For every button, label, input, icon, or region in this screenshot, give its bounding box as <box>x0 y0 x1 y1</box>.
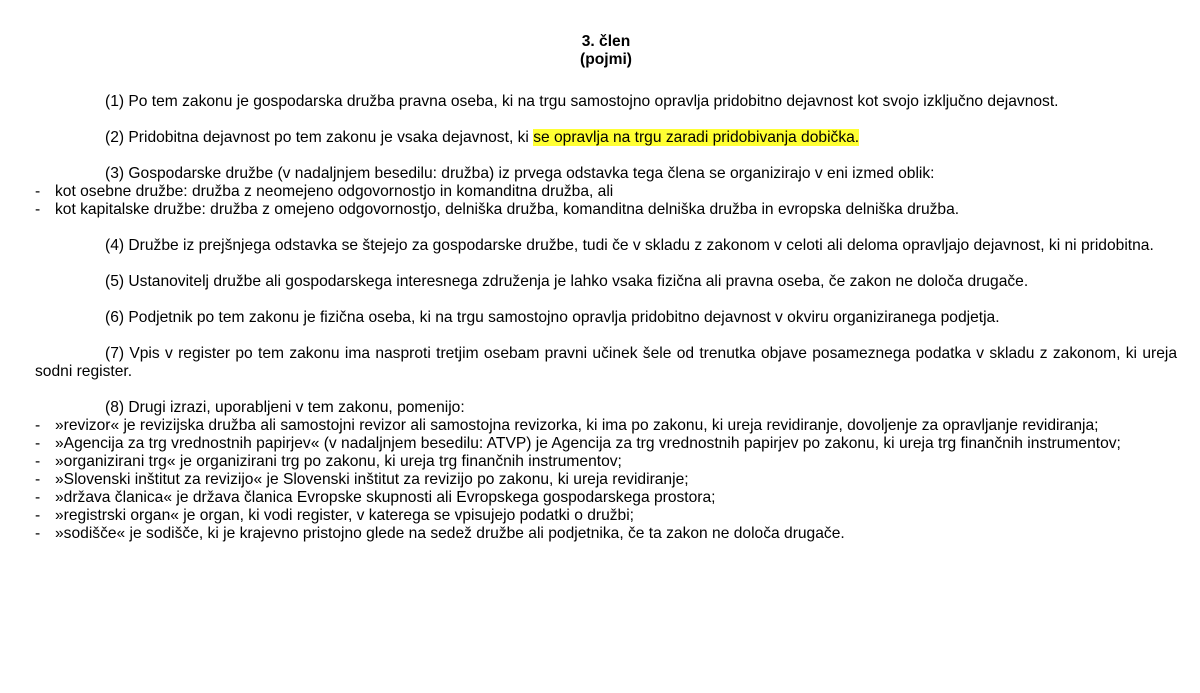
paragraph-7: (7) Vpis v register po tem zakonu ima nasproti tretjim osebam pravni učinek šele od trenutka objave posameznega podatka v skladu z zakonom, ki ureja sodni register. <box>35 345 1177 380</box>
dash-bullet: - <box>35 525 41 542</box>
highlighted-text: se opravlja na trgu zaradi pridobivanja dobička. <box>533 129 860 146</box>
paragraph-8-list <box>35 417 1177 543</box>
list-item <box>35 417 1177 435</box>
paragraph-1: (1) Po tem zakonu je gospodarska družba pravna oseba, ki na trgu samostojno opravlja pridobitno dejavnost kot svojo izključno dejavnost. <box>105 93 1059 110</box>
paragraph-6: (6) Podjetnik po tem zakonu je fizična oseba, ki na trgu samostojno opravlja pridobitno dejavnost v okviru organiziranega podjetja. <box>105 309 1000 326</box>
list-item <box>35 183 1177 201</box>
list-item <box>35 471 1177 489</box>
paragraph-4: (4) Družbe iz prejšnjega odstavka se štejejo za gospodarske družbe, tudi če v skladu z zakonom v celoti ali deloma opravljajo dejavnost, ki ni pridobitna. <box>105 237 1154 254</box>
article-title-block <box>35 33 1177 69</box>
paragraph-3-intro: (3) Gospodarske družbe (v nadaljnjem besedilu: družba) iz prvega odstavka tega člena se organizirajo v eni izmed oblik: <box>105 165 935 182</box>
paragraph-3-list <box>35 183 1177 219</box>
article-heading: (pojmi) <box>580 51 632 68</box>
list-item-text: kot osebne družbe: družba z neomejeno odgovornostjo in komanditna družba, ali <box>55 183 614 200</box>
dash-bullet: - <box>35 489 41 506</box>
dash-bullet: - <box>35 417 41 434</box>
list-item-text: »Agencija za trg vrednostnih papirjev« (v nadaljnjem besedilu: ATVP) je Agencija za trg vrednostnih papirjev po zakonu, ki ureja trg finančnih instrumentov; <box>55 435 1121 452</box>
list-item-text: »država članica« je država članica Evropske skupnosti ali Evropskega gospodarskega prostora; <box>55 489 716 506</box>
list-item-text: kot kapitalske družbe: družba z omejeno odgovornostjo, delniška družba, komanditna delniška družba in evropska delniška družba. <box>55 201 960 218</box>
dash-bullet: - <box>35 183 41 200</box>
list-item-text: »registrski organ« je organ, ki vodi register, v katerega se vpisujejo podatki o družbi; <box>55 507 635 524</box>
list-item <box>35 453 1177 471</box>
list-item-text: »Slovenski inštitut za revizijo« je Slovenski inštitut za revizijo po zakonu, ki ureja revidiranje; <box>55 471 689 488</box>
dash-bullet: - <box>35 471 41 488</box>
paragraph-8-intro: (8) Drugi izrazi, uporabljeni v tem zakonu, pomenijo: <box>105 399 465 416</box>
paragraph-5: (5) Ustanovitelj družbe ali gospodarskega interesnega združenja je lahko vsaka fizična ali pravna oseba, če zakon ne določa drugače. <box>105 273 1029 290</box>
list-item-text: »sodišče« je sodišče, ki je krajevno pristojno glede na sedež družbe ali podjetnika, če ta zakon ne določa drugače. <box>55 525 845 542</box>
list-item-text: »organizirani trg« je organizirani trg po zakonu, ki ureja trg finančnih instrumentov; <box>55 453 622 470</box>
list-item <box>35 507 1177 525</box>
dash-bullet: - <box>35 453 41 470</box>
dash-bullet: - <box>35 435 41 452</box>
dash-bullet: - <box>35 507 41 524</box>
list-item <box>35 201 1177 219</box>
paragraph-2 <box>35 129 1177 147</box>
list-item-text: »revizor« je revizijska družba ali samostojni revizor ali samostojna revizorka, ki ima po zakonu, ki ureja revidiranje, dovoljenje za opravljanje revidiranja; <box>55 417 1099 434</box>
document-page <box>35 33 1177 543</box>
list-item <box>35 525 1177 543</box>
list-item <box>35 435 1177 453</box>
dash-bullet: - <box>35 201 41 218</box>
article-number: 3. člen <box>581 33 631 50</box>
list-item <box>35 489 1177 507</box>
paragraph-2-text: (2) Pridobitna dejavnost po tem zakonu je vsaka dejavnost, ki <box>105 129 534 146</box>
